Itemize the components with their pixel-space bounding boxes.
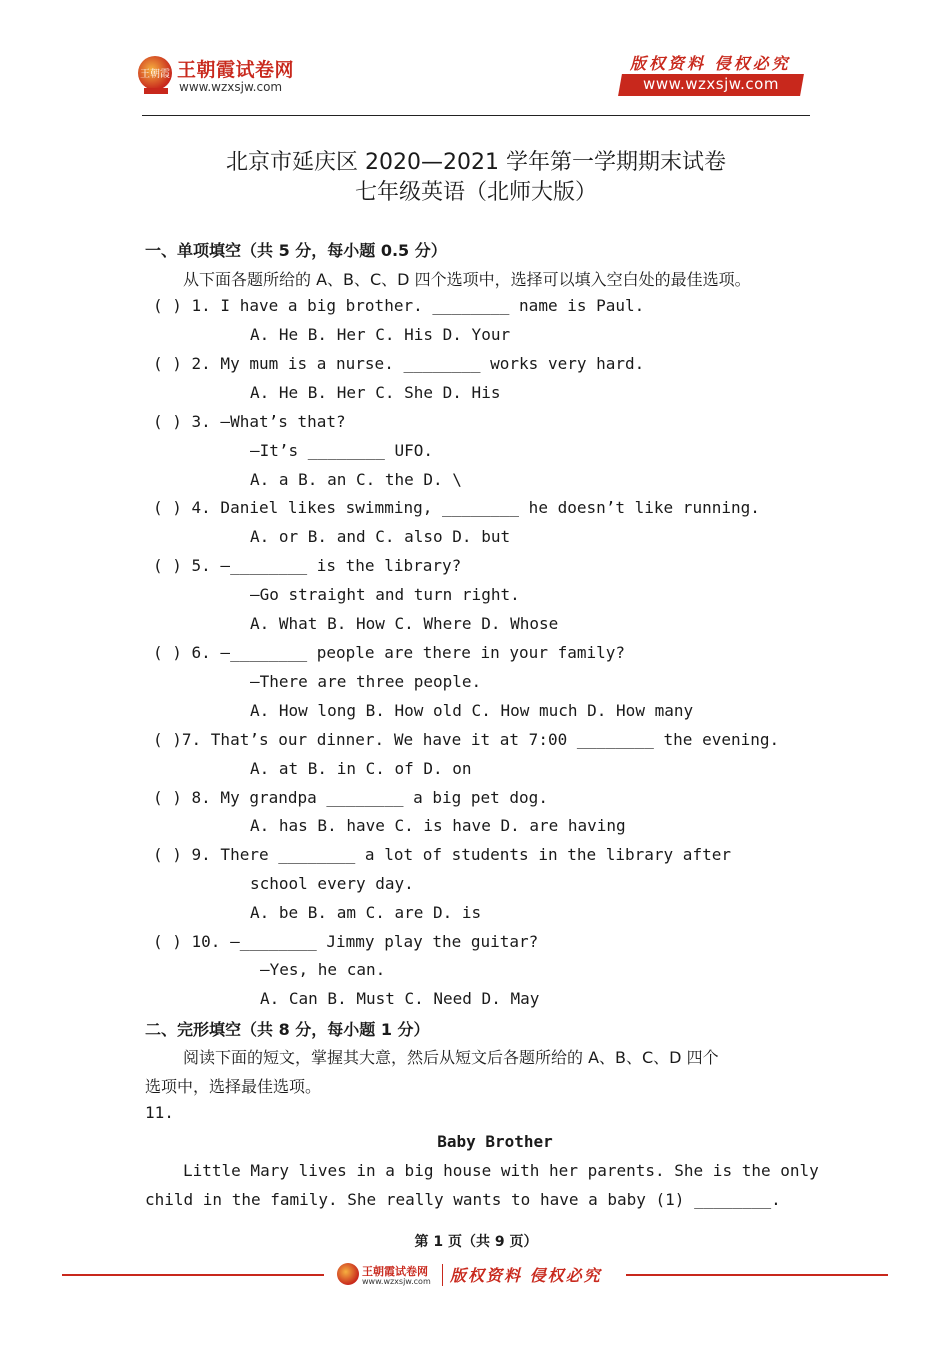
footer-brand: 王朝霞试卷网 [362, 1265, 428, 1278]
brand-name: 王朝霞试卷网 [177, 59, 295, 81]
options-7: A. at B. in C. of D. on [250, 759, 472, 778]
question-6-reply: —There are three people. [250, 672, 482, 691]
section2-heading: 二、完形填空（共 8 分，每小题 1 分） [145, 1020, 430, 1039]
options-3: A. a B. an C. the D. \ [250, 470, 462, 489]
footer-line-right [626, 1274, 888, 1276]
question-10: ( ) 10. —________ Jimmy play the guitar? [153, 932, 539, 951]
question-9: ( ) 9. There ________ a lot of students in the library after [153, 845, 731, 864]
footer-separator [442, 1264, 443, 1286]
passage-line-1: Little Mary lives in a big house with her parents. She is the only [183, 1161, 819, 1180]
options-8: A. has B. have C. is have D. are having [250, 816, 626, 835]
footer-logo-icon [337, 1263, 359, 1285]
options-1: A. He B. Her C. His D. Your [250, 325, 511, 344]
options-2: A. He B. Her C. She D. His [250, 383, 501, 402]
page-number: 第 1 页（共 9 页） [414, 1234, 538, 1250]
question-5: ( ) 5. —________ is the library? [153, 556, 462, 575]
question-4: ( ) 4. Daniel likes swimming, ________ he doesn’t like running. [153, 498, 760, 517]
question-6: ( ) 6. —________ people are there in your family? [153, 643, 626, 662]
logo-text: 王朝霞 [140, 69, 170, 80]
exam-subtitle: 七年级英语（北师大版） [354, 180, 597, 205]
question-9-cont: school every day. [250, 874, 414, 893]
question-11-number: 11. [145, 1103, 174, 1122]
passage-title: Baby Brother [437, 1132, 553, 1151]
section1-heading: 一、单项填空（共 5 分，每小题 0.5 分） [145, 241, 447, 260]
question-2: ( ) 2. My mum is a nurse. ________ works very hard. [153, 354, 645, 373]
section1-instruction: 从下面各题所给的 A、B、C、D 四个选项中，选择可以填入空白处的最佳选项。 [183, 270, 751, 289]
options-4: A. or B. and C. also D. but [250, 527, 511, 546]
copyright-notice: 版权资料 侵权必究 [630, 54, 791, 73]
footer-copyright: 版权资料 侵权必究 [450, 1266, 602, 1285]
brand-url[interactable]: www.wzxsjw.com [179, 80, 283, 94]
logo-emblem [138, 56, 172, 90]
question-3: ( ) 3. —What’s that? [153, 412, 346, 431]
options-9: A. be B. am C. are D. is [250, 903, 482, 922]
question-3-reply: —It’s ________ UFO. [250, 441, 434, 460]
footer-url[interactable]: www.wzxsjw.com [362, 1277, 431, 1286]
question-8: ( ) 8. My grandpa ________ a big pet dog. [153, 788, 548, 807]
options-5: A. What B. How C. Where D. Whose [250, 614, 559, 633]
options-6: A. How long B. How old C. How much D. How many [250, 701, 694, 720]
passage-line-2: child in the family. She really wants to have a baby (1) ________. [145, 1190, 781, 1209]
logo-ribbon [144, 88, 168, 94]
question-5-reply: —Go straight and turn right. [250, 585, 520, 604]
section2-instruction-2: 选项中，选择最佳选项。 [145, 1077, 322, 1096]
url-banner-text[interactable]: www.wzxsjw.com [643, 75, 779, 93]
exam-title: 北京市延庆区 2020—2021 学年第一学期期末试卷 [226, 150, 726, 175]
question-10-reply: —Yes, he can. [260, 960, 386, 979]
options-10: A. Can B. Must C. Need D. May [260, 989, 540, 1008]
section2-instruction-1: 阅读下面的短文，掌握其大意，然后从短文后各题所给的 A、B、C、D 四个 [183, 1048, 719, 1067]
question-1: ( ) 1. I have a big brother. ________ name is Paul. [153, 296, 645, 315]
footer-line-left [62, 1274, 324, 1276]
question-7: ( )7. That’s our dinner. We have it at 7:00 ________ the evening. [153, 730, 780, 749]
header-divider [142, 115, 810, 116]
